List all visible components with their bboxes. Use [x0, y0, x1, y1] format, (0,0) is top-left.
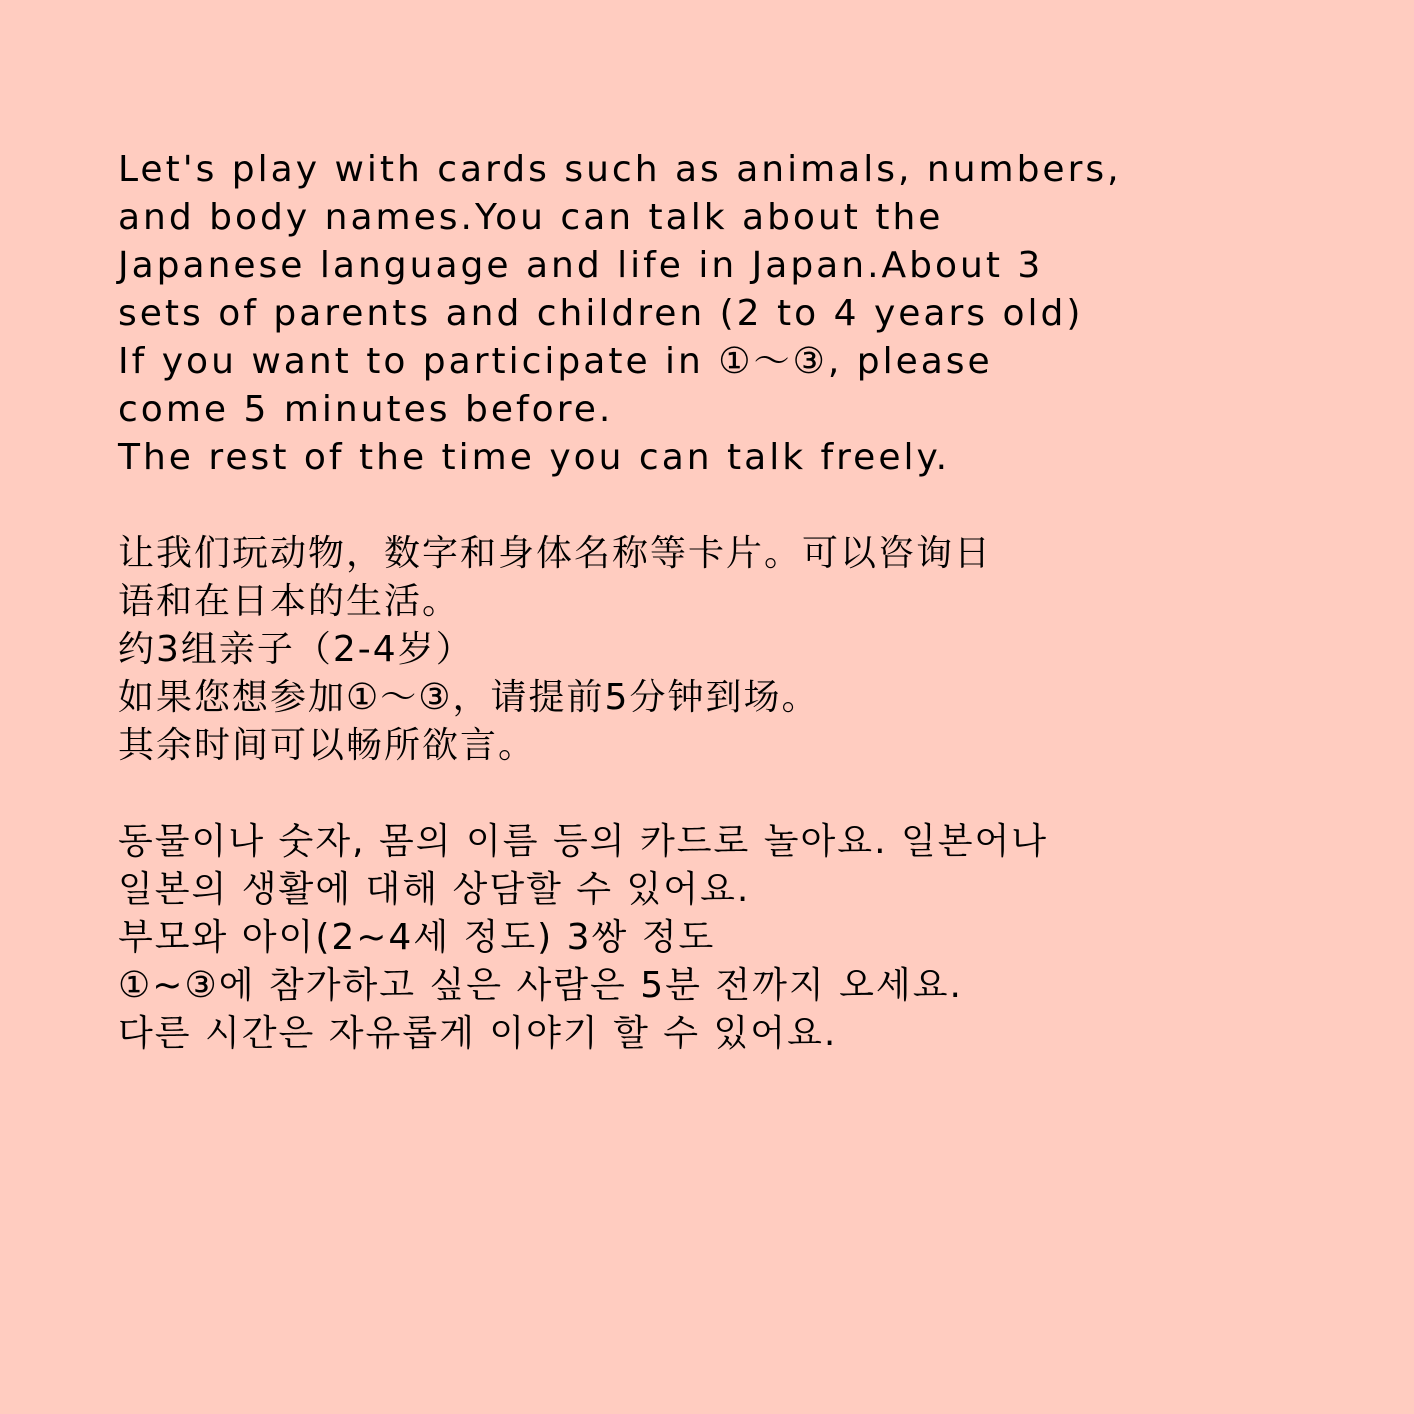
chinese-line: 语和在日本的生活。 — [118, 581, 461, 622]
english-line: sets of parents and children (2 to 4 years old) — [118, 293, 1084, 334]
korean-line: 일본의 생활에 대해 상담할 수 있어요. — [118, 869, 751, 910]
korean-line: 부모와 아이(2~4세 정도) 3쌍 정도 — [118, 917, 716, 958]
chinese-line: 约3组亲子（2-4岁） — [118, 629, 474, 670]
english-line: If you want to participate in ①～③, please — [118, 341, 993, 382]
korean-line: 동물이나 숫자, 몸의 이름 등의 카드로 놀아요. 일본어나 — [118, 821, 1049, 862]
english-line: The rest of the time you can talk freely. — [118, 437, 951, 478]
chinese-line: 让我们玩动物，数字和身体名称等卡片。可以咨询日 — [118, 533, 993, 574]
korean-line: ①~③에 참가하고 싶은 사람은 5분 전까지 오세요. — [118, 965, 963, 1006]
chinese-line: 如果您想参加①～③，请提前5分钟到场。 — [118, 677, 820, 718]
english-paragraph — [118, 146, 1354, 482]
english-line: Japanese language and life in Japan.About 3 — [118, 245, 1044, 286]
english-line: Let's play with cards such as animals, numbers, — [118, 149, 1122, 190]
english-line: come 5 minutes before. — [118, 389, 614, 430]
chinese-paragraph — [118, 530, 1354, 770]
english-line: and body names.You can talk about the — [118, 197, 944, 238]
chinese-line: 其余时间可以畅所欲言。 — [118, 725, 537, 766]
korean-paragraph — [118, 818, 1354, 1058]
korean-line: 다른 시간은 자유롭게 이야기 할 수 있어요. — [118, 1013, 838, 1054]
